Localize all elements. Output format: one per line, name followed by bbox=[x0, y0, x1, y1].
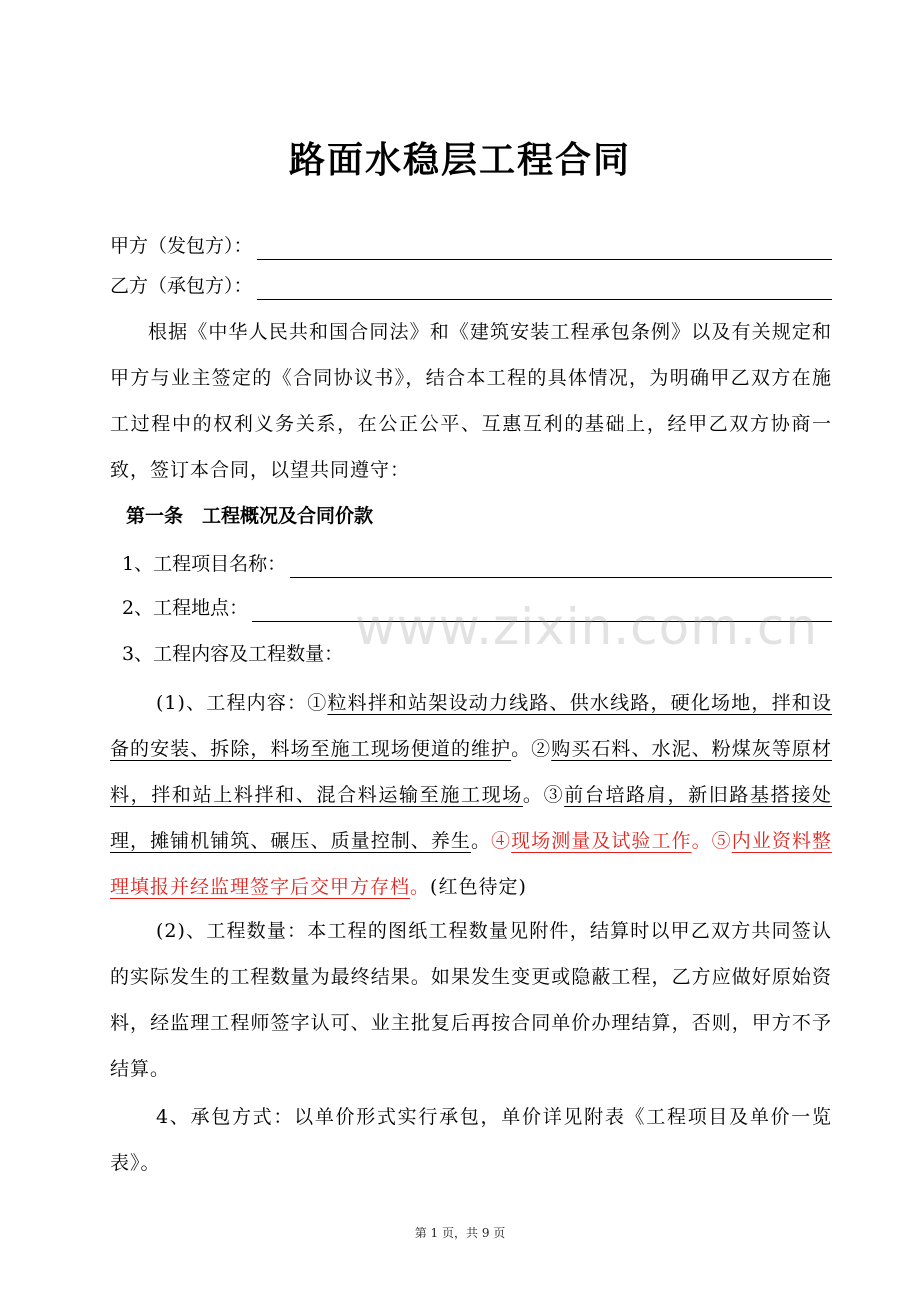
content-note: (红色待定) bbox=[430, 876, 527, 898]
watermark: www.zixin.com.cn bbox=[355, 598, 819, 656]
content-punct-3: 。 bbox=[470, 830, 492, 852]
content-num-5: ⑤ bbox=[711, 830, 732, 852]
content-item-2: 购买石料、水泥、粉煤灰等原材料，拌和站上料拌和、混合料运输至施工现场 bbox=[110, 738, 832, 806]
content-punct-4: 。 bbox=[691, 830, 712, 852]
content-punct-2: 。 bbox=[522, 784, 544, 806]
content-num-1: ① bbox=[307, 692, 328, 714]
content-num-4: ④ bbox=[491, 830, 512, 852]
item-4-paragraph: 4、承包方式：以单价形式实行承包，单价详见附表《工程项目及单价一览表》。 bbox=[110, 1106, 832, 1174]
content-item-4: 现场测量及试验工作 bbox=[511, 830, 692, 852]
intro-paragraph: 根据《中华人民共和国合同法》和《建筑安装工程承包条例》以及有关规定和甲方与业主签定的《合同协议书》，结合本工程的具体情况，为明确甲乙双方在施工过程中的权利义务关系，在公正公平、互惠互利的基础上，经甲乙双方协商一致，签订本合同，以望共同遵守： bbox=[110, 321, 832, 481]
party-a-blank bbox=[257, 235, 832, 260]
quantity-paragraph: (2)、工程数量：本工程的图纸工程数量见附件，结算时以甲乙双方共同签认的实际发生的工程数量为最终结果。如果发生变更或隐蔽工程，乙方应做好原始资料，经监理工程师签字认可、业主批复后再按合同单价办理结算，否则，甲方不予结算。 bbox=[110, 920, 832, 1080]
content-prefix: (1)、工程内容： bbox=[156, 692, 308, 714]
party-b-row bbox=[110, 272, 832, 300]
content-item-3: 前台培路肩，新旧路基搭接处理，摊铺机铺筑、碾压、质量控制、养生 bbox=[110, 784, 832, 852]
party-a-label: 甲方（发包方）： bbox=[110, 235, 253, 257]
item-1-row bbox=[122, 550, 832, 578]
content-punct-1: 。 bbox=[511, 738, 532, 760]
item-1-label: 1、工程项目名称： bbox=[122, 553, 287, 575]
item-2-label: 2、工程地点： bbox=[122, 597, 249, 619]
content-punct-5: 。 bbox=[410, 876, 431, 898]
item-1-blank bbox=[290, 553, 832, 578]
page-footer: 第 1 页，共 9 页 bbox=[414, 1226, 506, 1240]
article-1-heading: 第一条 工程概况及合同价款 bbox=[126, 505, 374, 527]
content-num-3: ③ bbox=[543, 784, 565, 806]
contract-title: 路面水稳层工程合同 bbox=[288, 139, 631, 181]
content-item-5: 内业资料整理填报并经监理签字后交甲方存档 bbox=[110, 830, 832, 898]
party-a-row bbox=[110, 232, 832, 260]
content-item-1: 粒料拌和站架设动力线路、供水线路，硬化场地，拌和设备的安装、拆除，料场至施工现场便道的维护 bbox=[110, 692, 832, 760]
party-b-label: 乙方（承包方）： bbox=[110, 275, 253, 297]
content-paragraph bbox=[110, 680, 832, 910]
content-num-2: ② bbox=[531, 738, 552, 760]
item-3-label: 3、工程内容及工程数量： bbox=[122, 643, 344, 665]
party-b-blank bbox=[257, 275, 832, 300]
